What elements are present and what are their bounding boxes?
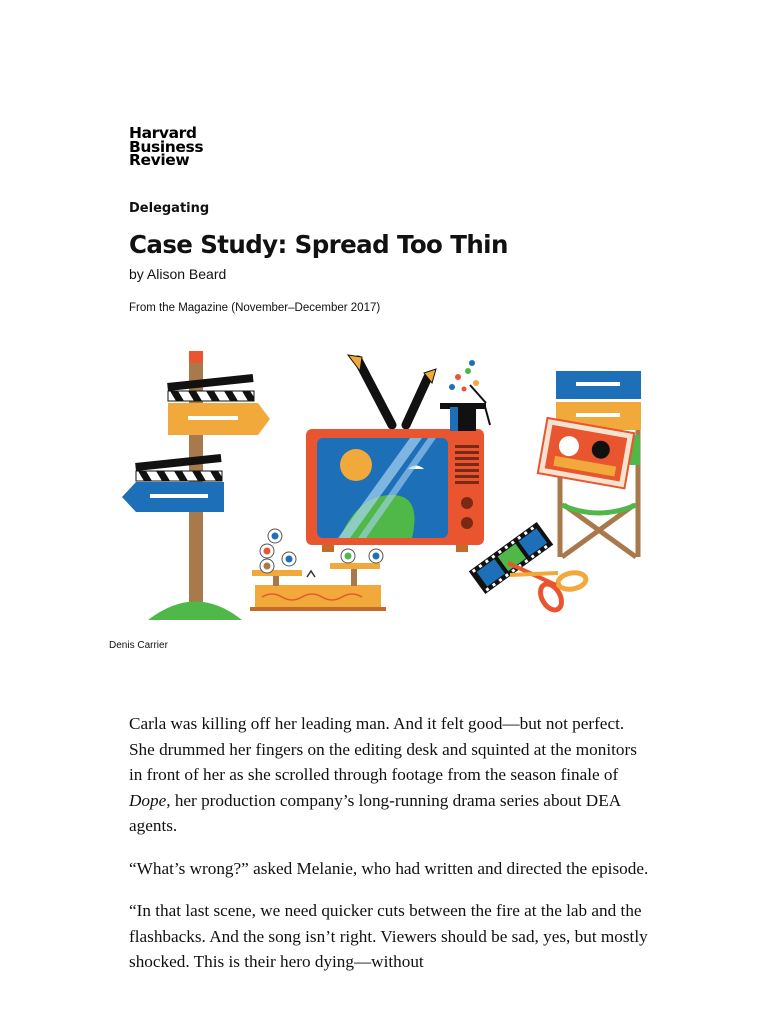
- logo-line-2: Business: [129, 137, 204, 156]
- show-title: Dope,: [129, 790, 171, 810]
- director-chair-illustration: [538, 371, 641, 557]
- magic-hat-illustration: [440, 360, 490, 431]
- article-illustration: [110, 345, 658, 630]
- logo-line-3: Review: [129, 151, 190, 169]
- paragraph-2: “What’s wrong?” asked Melanie, who had written and directed the episode.: [129, 858, 649, 878]
- topic-link[interactable]: Delegating: [129, 201, 210, 216]
- illustration-credit: Denis Carrier: [109, 640, 168, 651]
- article-title: Case Study: Spread Too Thin: [129, 230, 508, 259]
- film-and-scissors-illustration: [469, 522, 587, 614]
- paragraph-1: [129, 711, 649, 839]
- logo-line-1: Harvard: [129, 124, 197, 142]
- television-illustration: [306, 355, 484, 552]
- article-body: [129, 711, 649, 992]
- magazine-issue: From the Magazine (November–December 2017): [129, 302, 381, 314]
- byline[interactable]: by Alison Beard: [129, 266, 227, 282]
- paragraph-3: “In that last scene, we need quicker cuts between the fire at the lab and the flashbacks. And the song isn’t right. Viewers should be sad, yes, but mostly shocked. This is their hero dying—without: [129, 901, 648, 971]
- hbr-logo[interactable]: [129, 124, 204, 169]
- paragraph-1-end: her production company’s long-running drama series about DEA agents.: [129, 790, 621, 835]
- signpost-illustration: [122, 351, 270, 620]
- paragraph-1-start: Carla was killing off her leading man. And it felt good—but not perfect. She drummed her fingers on the editing desk and squinted at the monitors in front of her as she scrolled through footage from the season finale of: [129, 714, 637, 784]
